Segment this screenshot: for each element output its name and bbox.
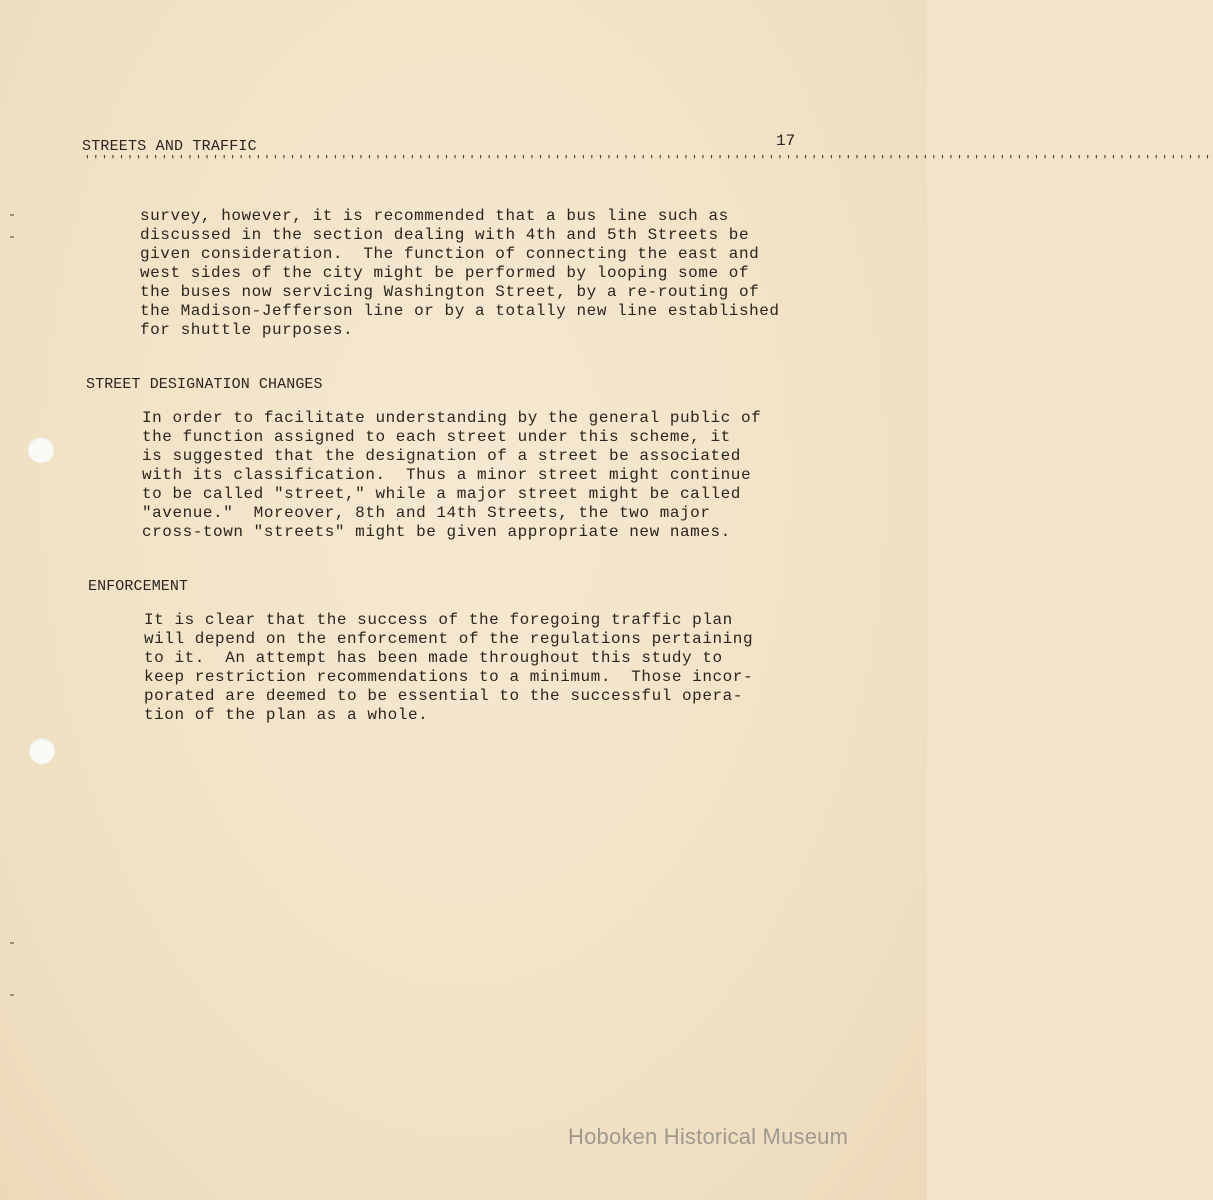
text-line: the function assigned to each street under this scheme, it [142,428,731,446]
edge-mark [10,994,14,996]
museum-watermark: Hoboken Historical Museum [568,1124,849,1149]
enforcement-paragraph [144,611,844,725]
text-line: It is clear that the success of the foregoing traffic plan [144,611,733,629]
text-line: for shuttle purposes. [140,321,354,339]
text-line: keep restriction recommendations to a minimum. Those incor- [144,668,754,686]
page-number: 17 [776,132,796,150]
text-line: west sides of the city might be performed by looping some of [140,264,750,282]
text-line: the Madison-Jefferson line or by a totally new line established [140,302,780,320]
text-line: the buses now servicing Washington Street, by a re-routing of [140,283,760,301]
text-line: "avenue." Moreover, 8th and 14th Streets, the two major [142,504,711,522]
text-line: to be called "street," while a major street might be called [142,485,741,503]
text-line: cross-town "streets" might be given appropriate new names. [142,523,731,541]
text-line: will depend on the enforcement of the regulations pertaining [144,630,754,648]
street-designation-paragraph [142,409,842,542]
text-line: is suggested that the designation of a street be associated [142,447,741,465]
text-line: tion of the plan as a whole. [144,706,429,724]
punch-hole-upper [28,437,54,463]
text-line: with its classification. Thus a minor street might continue [142,466,752,484]
running-title: STREETS AND TRAFFIC [82,138,257,155]
section-heading-street-designation: STREET DESIGNATION CHANGES [86,376,323,393]
edge-mark [10,236,14,238]
text-line: discussed in the section dealing with 4th and 5th Streets be [140,226,750,244]
intro-paragraph [140,207,840,340]
text-line: to it. An attempt has been made throughout this study to [144,649,723,667]
punch-hole-lower [29,738,55,764]
tick-rule-divider: '''''''''''''''''''''''''''''''''''''''''''''''''''''''''''''''''''''''''''''''''''''''''''''''''''''''''''''''''''''''''''''''''''' [84,155,1213,167]
text-line: given consideration. The function of connecting the east and [140,245,760,263]
text-line: porated are deemed to be essential to the successful opera- [144,687,743,705]
edge-mark [10,214,14,216]
section-heading-enforcement: ENFORCEMENT [88,578,189,595]
text-line: survey, however, it is recommended that a bus line such as [140,207,729,225]
edge-mark [10,942,14,944]
text-line: In order to facilitate understanding by the general public of [142,409,762,427]
